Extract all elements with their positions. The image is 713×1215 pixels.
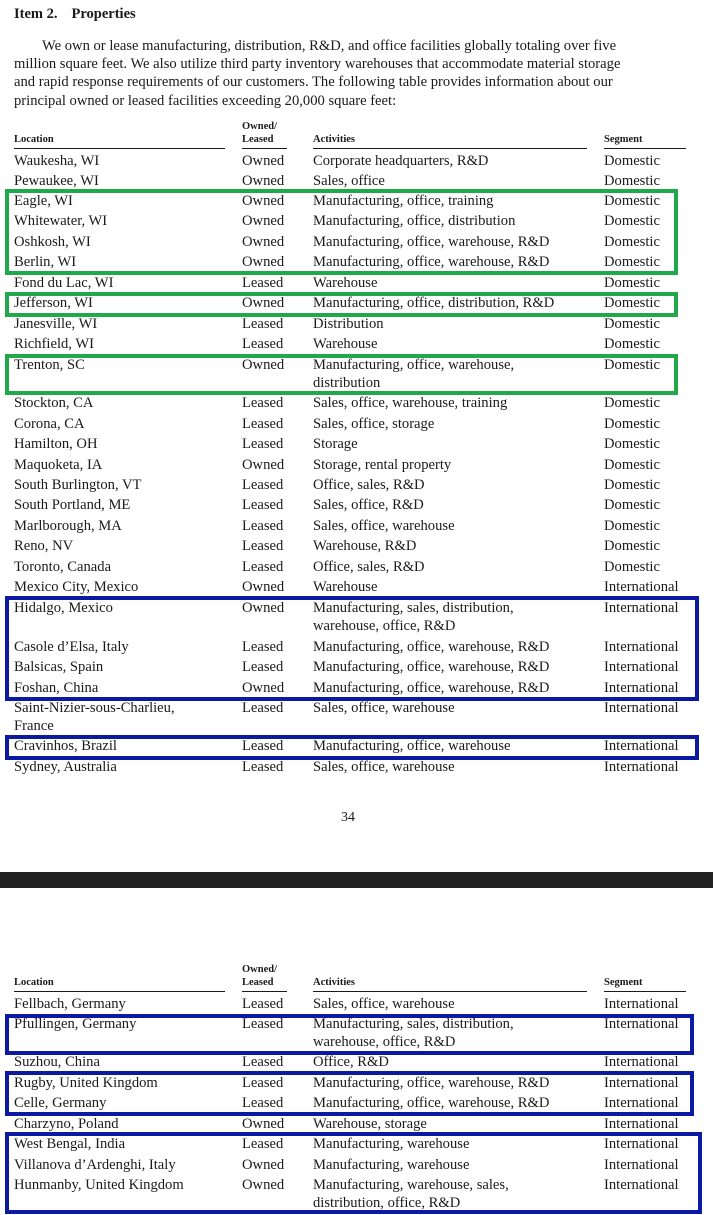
cell-location: Waukesha, WI [14, 153, 100, 169]
cell-activities-line: Office, R&D [313, 1054, 389, 1070]
cell-activities-line: Sales, office, warehouse [313, 759, 455, 775]
cell-location: Suzhou, China [14, 1054, 100, 1070]
cell-owned-leased: Owned [242, 254, 285, 270]
header-owned-line2: Leased [242, 977, 274, 988]
cell-activities-line: Storage, rental property [313, 457, 452, 473]
header-location: Location [14, 977, 54, 988]
cell-owned-leased: Leased [242, 1095, 284, 1111]
cell-location: Jefferson, WI [14, 295, 93, 311]
cell-activities-line: Manufacturing, office, warehouse, R&D [313, 639, 550, 655]
header-rule [14, 148, 225, 149]
cell-segment: Domestic [604, 538, 660, 554]
cell-segment: International [604, 1054, 679, 1070]
header-segment: Segment [604, 134, 643, 145]
cell-owned-leased: Leased [242, 738, 284, 754]
cell-segment: Domestic [604, 254, 660, 270]
cell-owned-leased: Owned [242, 295, 285, 311]
cell-activities [313, 578, 593, 596]
cell-location: Balsicas, Spain [14, 659, 104, 675]
cell-owned-leased: Owned [242, 357, 285, 373]
cell-location: Reno, NV [14, 538, 74, 554]
header-rule [242, 991, 287, 992]
cell-location: West Bengal, India [14, 1136, 126, 1152]
cell-owned-leased: Owned [242, 234, 285, 250]
intro-line: million square feet. We also utilize third party inventory warehouses that accommodate material storage [14, 56, 621, 73]
intro-line: and rapid response requirements of our customers. The following table provides information about our [14, 74, 613, 91]
cell-location: Foshan, China [14, 680, 99, 696]
cell-activities-line: Manufacturing, office, training [313, 193, 494, 209]
cell-location: South Portland, ME [14, 497, 131, 513]
cell-owned-leased: Leased [242, 1136, 284, 1152]
cell-owned-leased: Leased [242, 639, 284, 655]
cell-activities [313, 1115, 593, 1133]
cell-segment: International [604, 680, 679, 696]
cell-segment: Domestic [604, 518, 660, 534]
cell-segment: Domestic [604, 213, 660, 229]
cell-location-line: France [14, 718, 54, 734]
cell-location: Corona, CA [14, 416, 85, 432]
cell-location: Casole d’Elsa, Italy [14, 639, 129, 655]
cell-owned-leased: Owned [242, 153, 285, 169]
cell-location: Maquoketa, IA [14, 457, 103, 473]
header-rule [604, 148, 686, 149]
cell-owned-leased: Owned [242, 579, 285, 595]
highlight-box-international [5, 1071, 694, 1116]
cell-segment: International [604, 600, 679, 616]
cell-activities [313, 394, 593, 412]
cell-activities-line: Corporate headquarters, R&D [313, 153, 489, 169]
cell-activities-line: Manufacturing, sales, distribution, [313, 600, 514, 616]
cell-owned-leased: Owned [242, 213, 285, 229]
cell-activities [313, 274, 593, 292]
cell-activities [313, 496, 593, 514]
cell-location: Hidalgo, Mexico [14, 600, 113, 616]
cell-location: Hunmanby, United Kingdom [14, 1177, 184, 1193]
item-number: Item 2. [14, 6, 58, 22]
cell-activities-line: Manufacturing, office, warehouse, R&D [313, 254, 550, 270]
cell-owned-leased: Leased [242, 336, 284, 352]
cell-owned-leased: Leased [242, 275, 284, 291]
highlight-box-international [5, 1014, 694, 1055]
cell-segment: Domestic [604, 457, 660, 473]
cell-segment: International [604, 639, 679, 655]
cell-activities-line: Manufacturing, office, warehouse, R&D [313, 680, 550, 696]
cell-segment: Domestic [604, 357, 660, 373]
cell-activities [313, 335, 593, 353]
page-number: 34 [341, 810, 355, 825]
cell-activities-line: distribution [313, 375, 381, 391]
cell-activities-line: Office, sales, R&D [313, 559, 425, 575]
cell-location: Mexico City, Mexico [14, 579, 139, 595]
header-rule [242, 148, 287, 149]
cell-activities-line: Manufacturing, warehouse [313, 1157, 470, 1173]
cell-location-line: Saint-Nizier-sous-Charlieu, [14, 700, 175, 716]
cell-segment: Domestic [604, 234, 660, 250]
cell-owned-leased: Leased [242, 1075, 284, 1091]
cell-segment: Domestic [604, 477, 660, 493]
header-location: Location [14, 134, 54, 145]
highlight-box-international [5, 1132, 702, 1214]
cell-activities-line: Sales, office, R&D [313, 497, 424, 513]
cell-location: Villanova d’Ardenghi, Italy [14, 1157, 176, 1173]
cell-activities-line: Warehouse [313, 336, 378, 352]
header-segment: Segment [604, 977, 643, 988]
cell-location: Marlborough, MA [14, 518, 122, 534]
cell-location: Cravinhos, Brazil [14, 738, 117, 754]
cell-activities-line: warehouse, office, R&D [313, 1034, 456, 1050]
cell-segment: Domestic [604, 193, 660, 209]
cell-activities [313, 699, 593, 717]
cell-segment: Domestic [604, 153, 660, 169]
cell-activities-line: Sales, office [313, 173, 385, 189]
cell-location: Pewaukee, WI [14, 173, 99, 189]
cell-activities [313, 172, 593, 190]
cell-owned-leased: Leased [242, 559, 284, 575]
header-rule [313, 148, 587, 149]
page-divider [0, 872, 713, 888]
cell-activities [313, 435, 593, 453]
cell-owned-leased: Owned [242, 680, 285, 696]
cell-location: Janesville, WI [14, 316, 98, 332]
cell-activities [313, 1053, 593, 1071]
cell-activities [313, 152, 593, 170]
cell-owned-leased: Owned [242, 600, 285, 616]
cell-activities [313, 476, 593, 494]
cell-activities-line: Manufacturing, office, warehouse [313, 738, 511, 754]
cell-activities-line: Manufacturing, warehouse, sales, [313, 1177, 509, 1193]
cell-segment: International [604, 1177, 679, 1193]
cell-owned-leased: Leased [242, 538, 284, 554]
cell-activities-line: Manufacturing, office, distribution, R&D [313, 295, 555, 311]
cell-owned-leased: Leased [242, 518, 284, 534]
cell-activities-line: Warehouse [313, 579, 378, 595]
header-rule [14, 991, 225, 992]
cell-activities-line: Manufacturing, office, distribution [313, 213, 516, 229]
cell-activities [313, 456, 593, 474]
cell-activities [313, 758, 593, 776]
cell-segment: International [604, 1157, 679, 1173]
cell-owned-leased: Leased [242, 316, 284, 332]
cell-segment: Domestic [604, 336, 660, 352]
cell-location [14, 699, 224, 735]
header-owned-line2: Leased [242, 134, 274, 145]
cell-location: Stockton, CA [14, 395, 94, 411]
cell-segment: Domestic [604, 295, 660, 311]
cell-location: South Burlington, VT [14, 477, 142, 493]
cell-owned-leased: Owned [242, 457, 285, 473]
cell-segment: Domestic [604, 395, 660, 411]
cell-segment: International [604, 1116, 679, 1132]
cell-activities-line: Warehouse [313, 275, 378, 291]
cell-segment: International [604, 1016, 679, 1032]
intro-line: We own or lease manufacturing, distribution, R&D, and office facilities globally totaling over five [42, 38, 617, 54]
cell-segment: International [604, 659, 679, 675]
cell-location: Hamilton, OH [14, 436, 98, 452]
cell-segment: Domestic [604, 416, 660, 432]
cell-activities-line: Sales, office, warehouse [313, 518, 455, 534]
highlight-box-international [5, 735, 699, 760]
cell-segment: International [604, 996, 679, 1012]
item-title: Properties [71, 6, 136, 22]
item-heading [14, 6, 136, 23]
cell-activities [313, 315, 593, 333]
cell-owned-leased: Leased [242, 1054, 284, 1070]
cell-activities [313, 995, 593, 1013]
cell-location: Trenton, SC [14, 357, 85, 373]
header-rule [313, 991, 587, 992]
cell-activities-line: Manufacturing, office, warehouse, R&D [313, 1075, 550, 1091]
cell-owned-leased: Leased [242, 436, 284, 452]
cell-owned-leased: Owned [242, 1157, 285, 1173]
header-owned-line1: Owned/ [242, 121, 278, 132]
document-page-2 [0, 888, 713, 1215]
cell-activities-line: Distribution [313, 316, 384, 332]
cell-activities-line: Sales, office, warehouse [313, 700, 455, 716]
cell-owned-leased: Leased [242, 395, 284, 411]
cell-location: Richfield, WI [14, 336, 94, 352]
cell-location: Toronto, Canada [14, 559, 112, 575]
cell-location: Pfullingen, Germany [14, 1016, 137, 1032]
cell-location: Oshkosh, WI [14, 234, 91, 250]
cell-activities-line: Sales, office, warehouse [313, 996, 455, 1012]
cell-activities-line: distribution, office, R&D [313, 1195, 461, 1211]
cell-location: Charzyno, Poland [14, 1116, 119, 1132]
header-activities: Activities [313, 134, 355, 145]
cell-activities-line: Manufacturing, office, warehouse, R&D [313, 1095, 550, 1111]
cell-activities-line: Manufacturing, office, warehouse, R&D [313, 659, 550, 675]
cell-owned-leased: Owned [242, 1116, 285, 1132]
header-owned-line1: Owned/ [242, 964, 278, 975]
cell-activities [313, 415, 593, 433]
cell-owned-leased: Owned [242, 193, 285, 209]
cell-owned-leased: Leased [242, 1016, 284, 1032]
cell-segment: Domestic [604, 497, 660, 513]
cell-segment: International [604, 759, 679, 775]
cell-activities-line: Manufacturing, sales, distribution, [313, 1016, 514, 1032]
cell-activities-line: Warehouse, R&D [313, 538, 417, 554]
intro-paragraph [14, 37, 680, 110]
cell-owned-leased: Owned [242, 173, 285, 189]
cell-activities-line: Office, sales, R&D [313, 477, 425, 493]
cell-activities [313, 537, 593, 555]
cell-owned-leased: Leased [242, 996, 284, 1012]
highlight-box-domestic [5, 354, 678, 395]
highlight-box-domestic [5, 189, 678, 275]
cell-activities-line: Manufacturing, warehouse [313, 1136, 470, 1152]
header-activities: Activities [313, 977, 355, 988]
cell-segment: Domestic [604, 559, 660, 575]
cell-activities [313, 558, 593, 576]
highlight-box-domestic [5, 292, 678, 317]
cell-owned-leased: Leased [242, 477, 284, 493]
intro-line: principal owned or leased facilities exceeding 20,000 square feet: [14, 92, 397, 109]
cell-owned-leased: Leased [242, 659, 284, 675]
cell-activities-line: Sales, office, warehouse, training [313, 395, 508, 411]
cell-segment: International [604, 1075, 679, 1091]
cell-segment: International [604, 738, 679, 754]
header-rule [604, 991, 686, 992]
cell-owned-leased: Leased [242, 700, 284, 716]
cell-segment: International [604, 700, 679, 716]
cell-owned-leased: Leased [242, 759, 284, 775]
cell-segment: Domestic [604, 173, 660, 189]
cell-location: Eagle, WI [14, 193, 73, 209]
cell-location: Sydney, Australia [14, 759, 117, 775]
cell-segment: Domestic [604, 436, 660, 452]
cell-segment: Domestic [604, 275, 660, 291]
cell-location: Berlin, WI [14, 254, 77, 270]
cell-location: Fellbach, Germany [14, 996, 126, 1012]
cell-activities-line: Manufacturing, office, warehouse, R&D [313, 234, 550, 250]
cell-activities [313, 517, 593, 535]
cell-segment: Domestic [604, 316, 660, 332]
cell-owned-leased: Leased [242, 497, 284, 513]
cell-location: Whitewater, WI [14, 213, 108, 229]
cell-segment: International [604, 1095, 679, 1111]
cell-activities-line: Warehouse, storage [313, 1116, 427, 1132]
cell-activities-line: Manufacturing, office, warehouse, [313, 357, 515, 373]
cell-owned-leased: Owned [242, 1177, 285, 1193]
cell-activities-line: warehouse, office, R&D [313, 618, 456, 634]
cell-activities-line: Storage [313, 436, 358, 452]
cell-location: Rugby, United Kingdom [14, 1075, 158, 1091]
cell-owned-leased: Leased [242, 416, 284, 432]
cell-segment: International [604, 1136, 679, 1152]
highlight-box-international [5, 596, 699, 701]
cell-location: Celle, Germany [14, 1095, 107, 1111]
cell-activities-line: Sales, office, storage [313, 416, 435, 432]
cell-location: Fond du Lac, WI [14, 275, 114, 291]
cell-segment: International [604, 579, 679, 595]
